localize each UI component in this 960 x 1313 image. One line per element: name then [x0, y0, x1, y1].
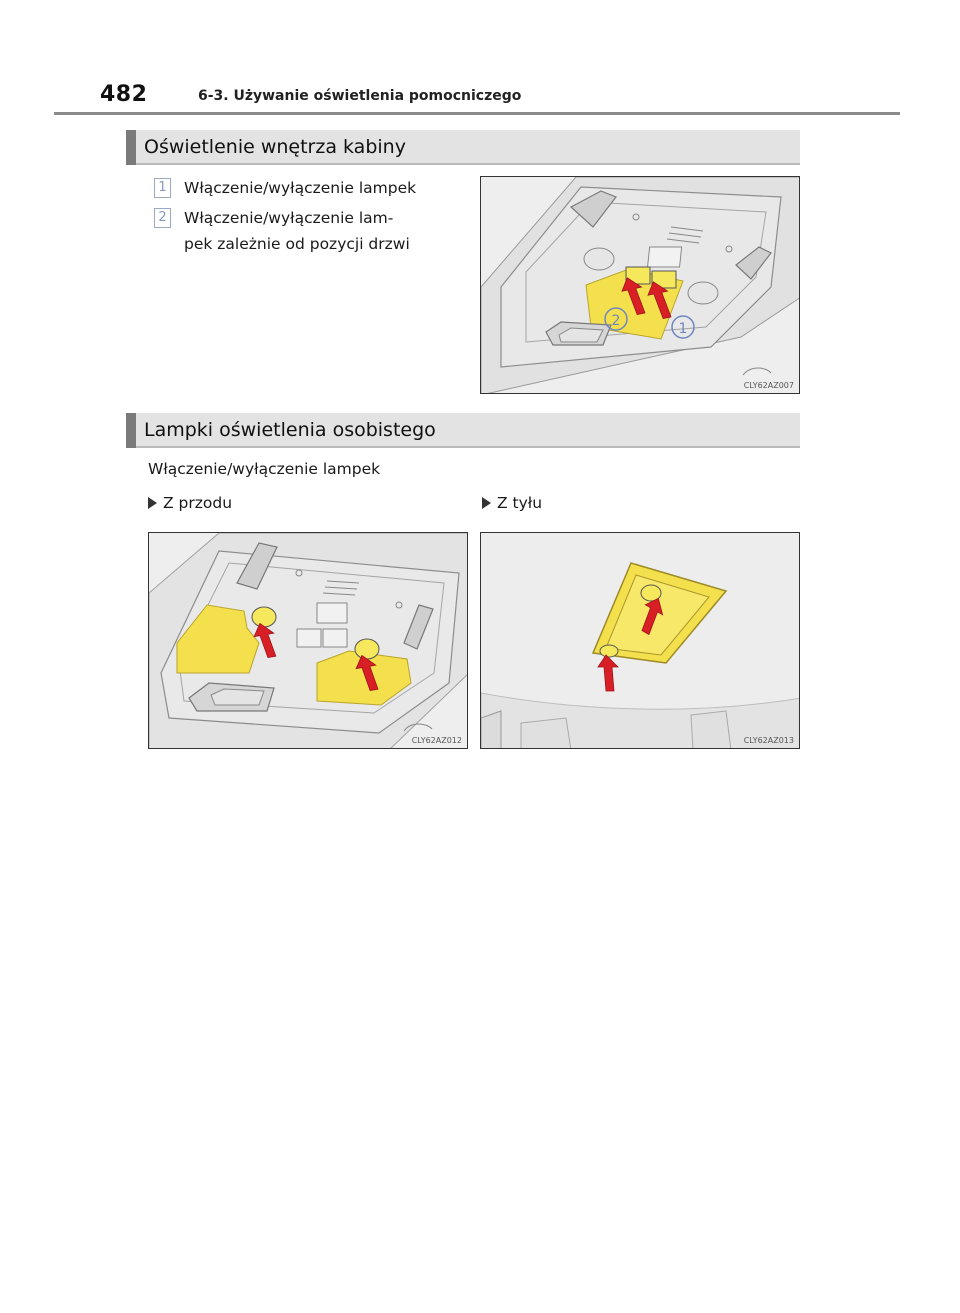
section-marker [126, 413, 136, 448]
figure-interior-console [480, 176, 800, 394]
chapter-title: 6-3. Używanie oświetlenia pomocniczego [198, 88, 522, 104]
list-item-text-line1: Włączenie/wyłączenie lam- [184, 209, 394, 227]
figure-rear-light [480, 532, 800, 749]
interior-console-illustration [481, 177, 800, 394]
section-marker [126, 130, 136, 165]
section-bar-personal-lights [126, 413, 800, 448]
list-item-2 [154, 205, 468, 257]
label-rear [482, 494, 542, 512]
callout-2: 2 [611, 313, 621, 329]
number-badge-2: 2 [154, 208, 171, 228]
body-text: Włączenie/wyłączenie lampek [148, 460, 381, 478]
triangle-bullet-icon [148, 497, 157, 509]
list-item-text: Włączenie/wyłączenie lampek [184, 179, 417, 197]
label-front-text: Z przodu [163, 494, 233, 512]
header-rule [54, 112, 900, 115]
rear-light-illustration [481, 533, 800, 749]
label-rear-text: Z tyłu [497, 494, 543, 512]
section-title: Oświetlenie wnętrza kabiny [144, 136, 406, 158]
list-item-1 [154, 175, 468, 201]
page-header [100, 82, 900, 112]
callout-1: 1 [678, 321, 688, 337]
front-lights-illustration [149, 533, 468, 749]
section-title: Lampki oświetlenia osobistego [144, 419, 436, 441]
section-bar-interior-lights [126, 130, 800, 165]
list-item-text [184, 205, 464, 257]
figure-code: CLY62AZ013 [743, 736, 794, 745]
figure-code: CLY62AZ007 [743, 381, 794, 390]
number-badge-1: 1 [154, 178, 171, 198]
figure-front-lights [148, 532, 468, 749]
triangle-bullet-icon [482, 497, 491, 509]
list-item-text-line2: pek zależnie od pozycji drzwi [184, 235, 410, 253]
page-number: 482 [100, 82, 148, 107]
figure-code: CLY62AZ012 [411, 736, 462, 745]
label-front [148, 494, 232, 512]
